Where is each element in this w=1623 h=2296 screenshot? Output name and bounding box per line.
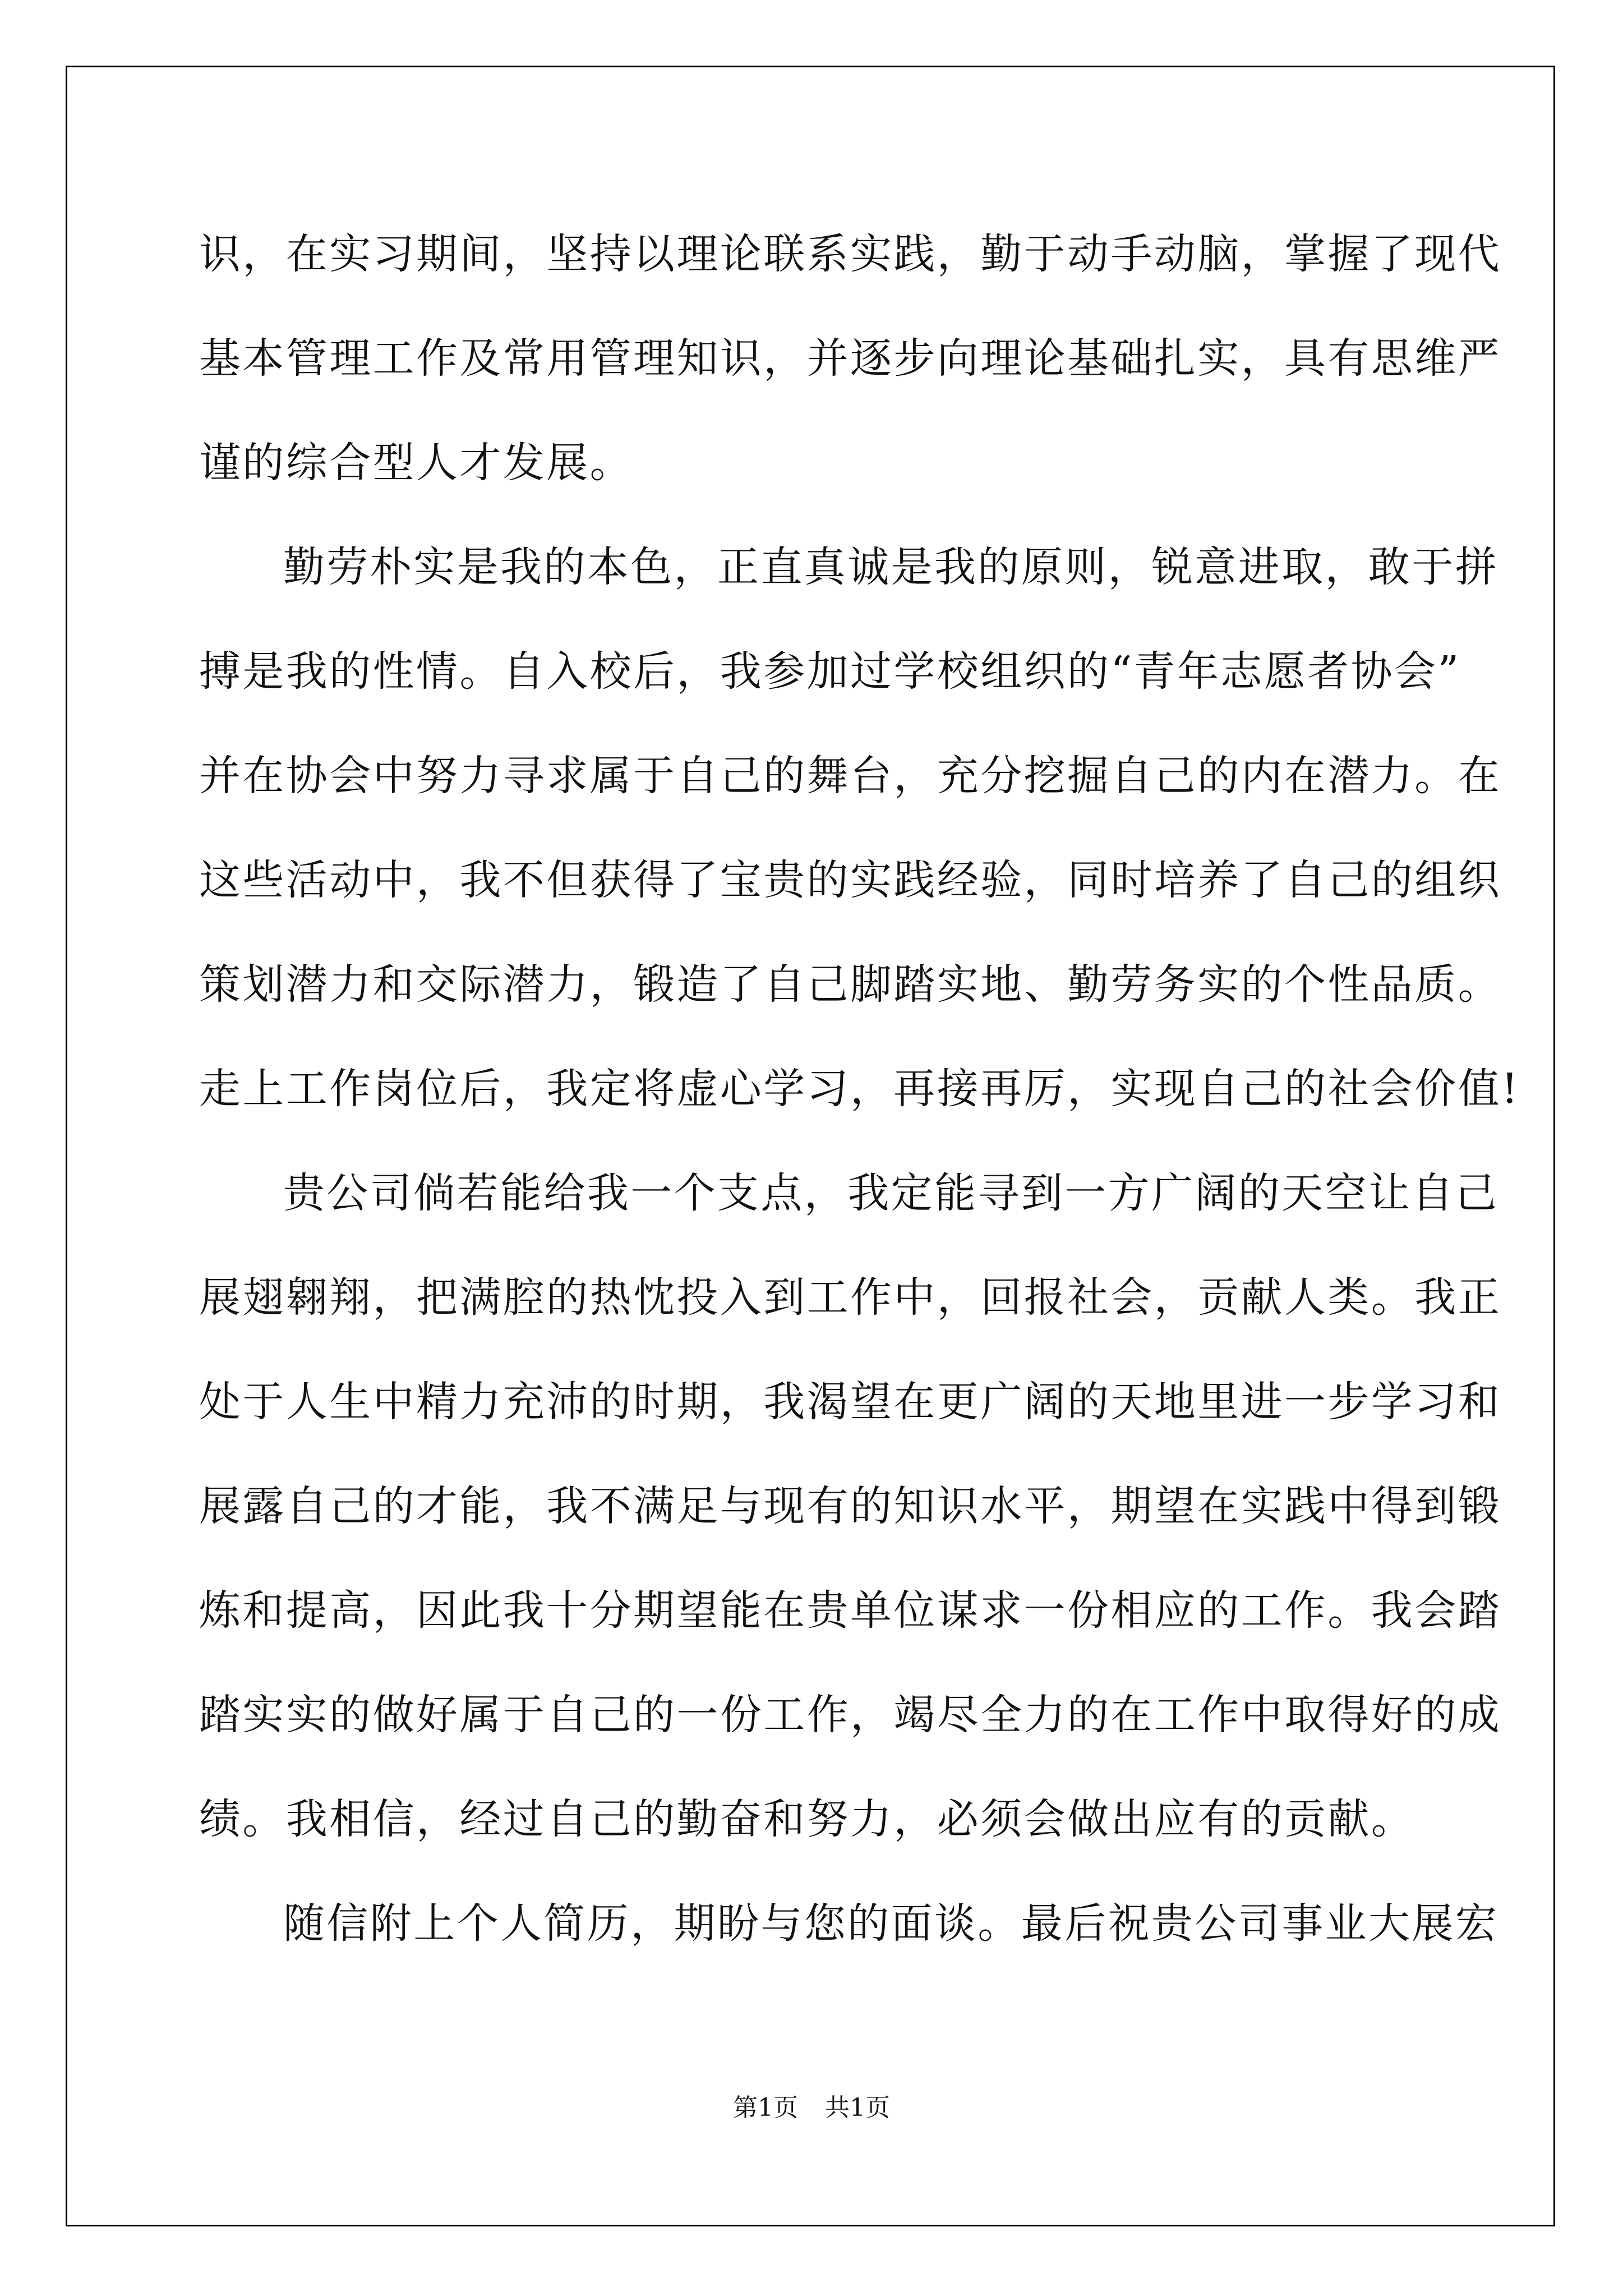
text-line: 绩。我相信，经过自己的勤奋和努力，必须会做出应有的贡献。: [199, 1795, 1415, 1843]
text-line: 踏实实的做好属于自己的一份工作，竭尽全力的在工作中取得好的成: [199, 1691, 1501, 1739]
text-line: 炼和提高，因此我十分期望能在贵单位谋求一份相应的工作。我会踏: [199, 1586, 1501, 1635]
text-line: 策划潜力和交际潜力，锻造了自己脚踏实地、勤劳务实的个性品质。: [199, 960, 1501, 1009]
page-count: 共1页: [825, 2093, 890, 2122]
text-line: 走上工作岗位后，我定将虚心学习，再接再厉，实现自己的社会价值!: [199, 1065, 1520, 1113]
text-line: 谨的综合型人才发展。: [199, 439, 633, 487]
text-line: 展翅翱翔，把满腔的热忱投入到工作中，回报社会，贡献人类。我正: [199, 1273, 1501, 1322]
text-line: 并在协会中努力寻求属于自己的舞台，充分挖掘自己的内在潜力。在: [199, 752, 1501, 800]
text-line: 搏是我的性情。自入校后，我参加过学校组织的“青年志愿者协会”: [199, 647, 1461, 696]
text-line: 展露自己的才能，我不满足与现有的知识水平，期望在实践中得到锻: [199, 1482, 1501, 1530]
text-line: 处于人生中精力充沛的时期，我渴望在更广阔的天地里进一步学习和: [199, 1378, 1501, 1426]
text-line: 基本管理工作及常用管理知识，并逐步向理论基础扎实，具有思维严: [199, 334, 1501, 383]
page-number: 第1页: [733, 2093, 798, 2122]
text-line: 识，在实习期间，坚持以理论联系实践，勤于动手动脑，掌握了现代: [199, 230, 1501, 278]
text-line: 贵公司倘若能给我一个支点，我定能寻到一方广阔的天空让自己: [283, 1169, 1499, 1217]
text-line: 勤劳朴实是我的本色，正直真诚是我的原则，锐意进取，敢于拼: [283, 543, 1499, 591]
text-line: 这些活动中，我不但获得了宝贵的实践经验，同时培养了自己的组织: [199, 856, 1501, 904]
page-footer: [0, 2091, 1623, 2125]
text-line: 随信附上个人简历，期盼与您的面谈。最后祝贵公司事业大展宏: [283, 1899, 1499, 1948]
document-body: [199, 202, 1520, 1976]
